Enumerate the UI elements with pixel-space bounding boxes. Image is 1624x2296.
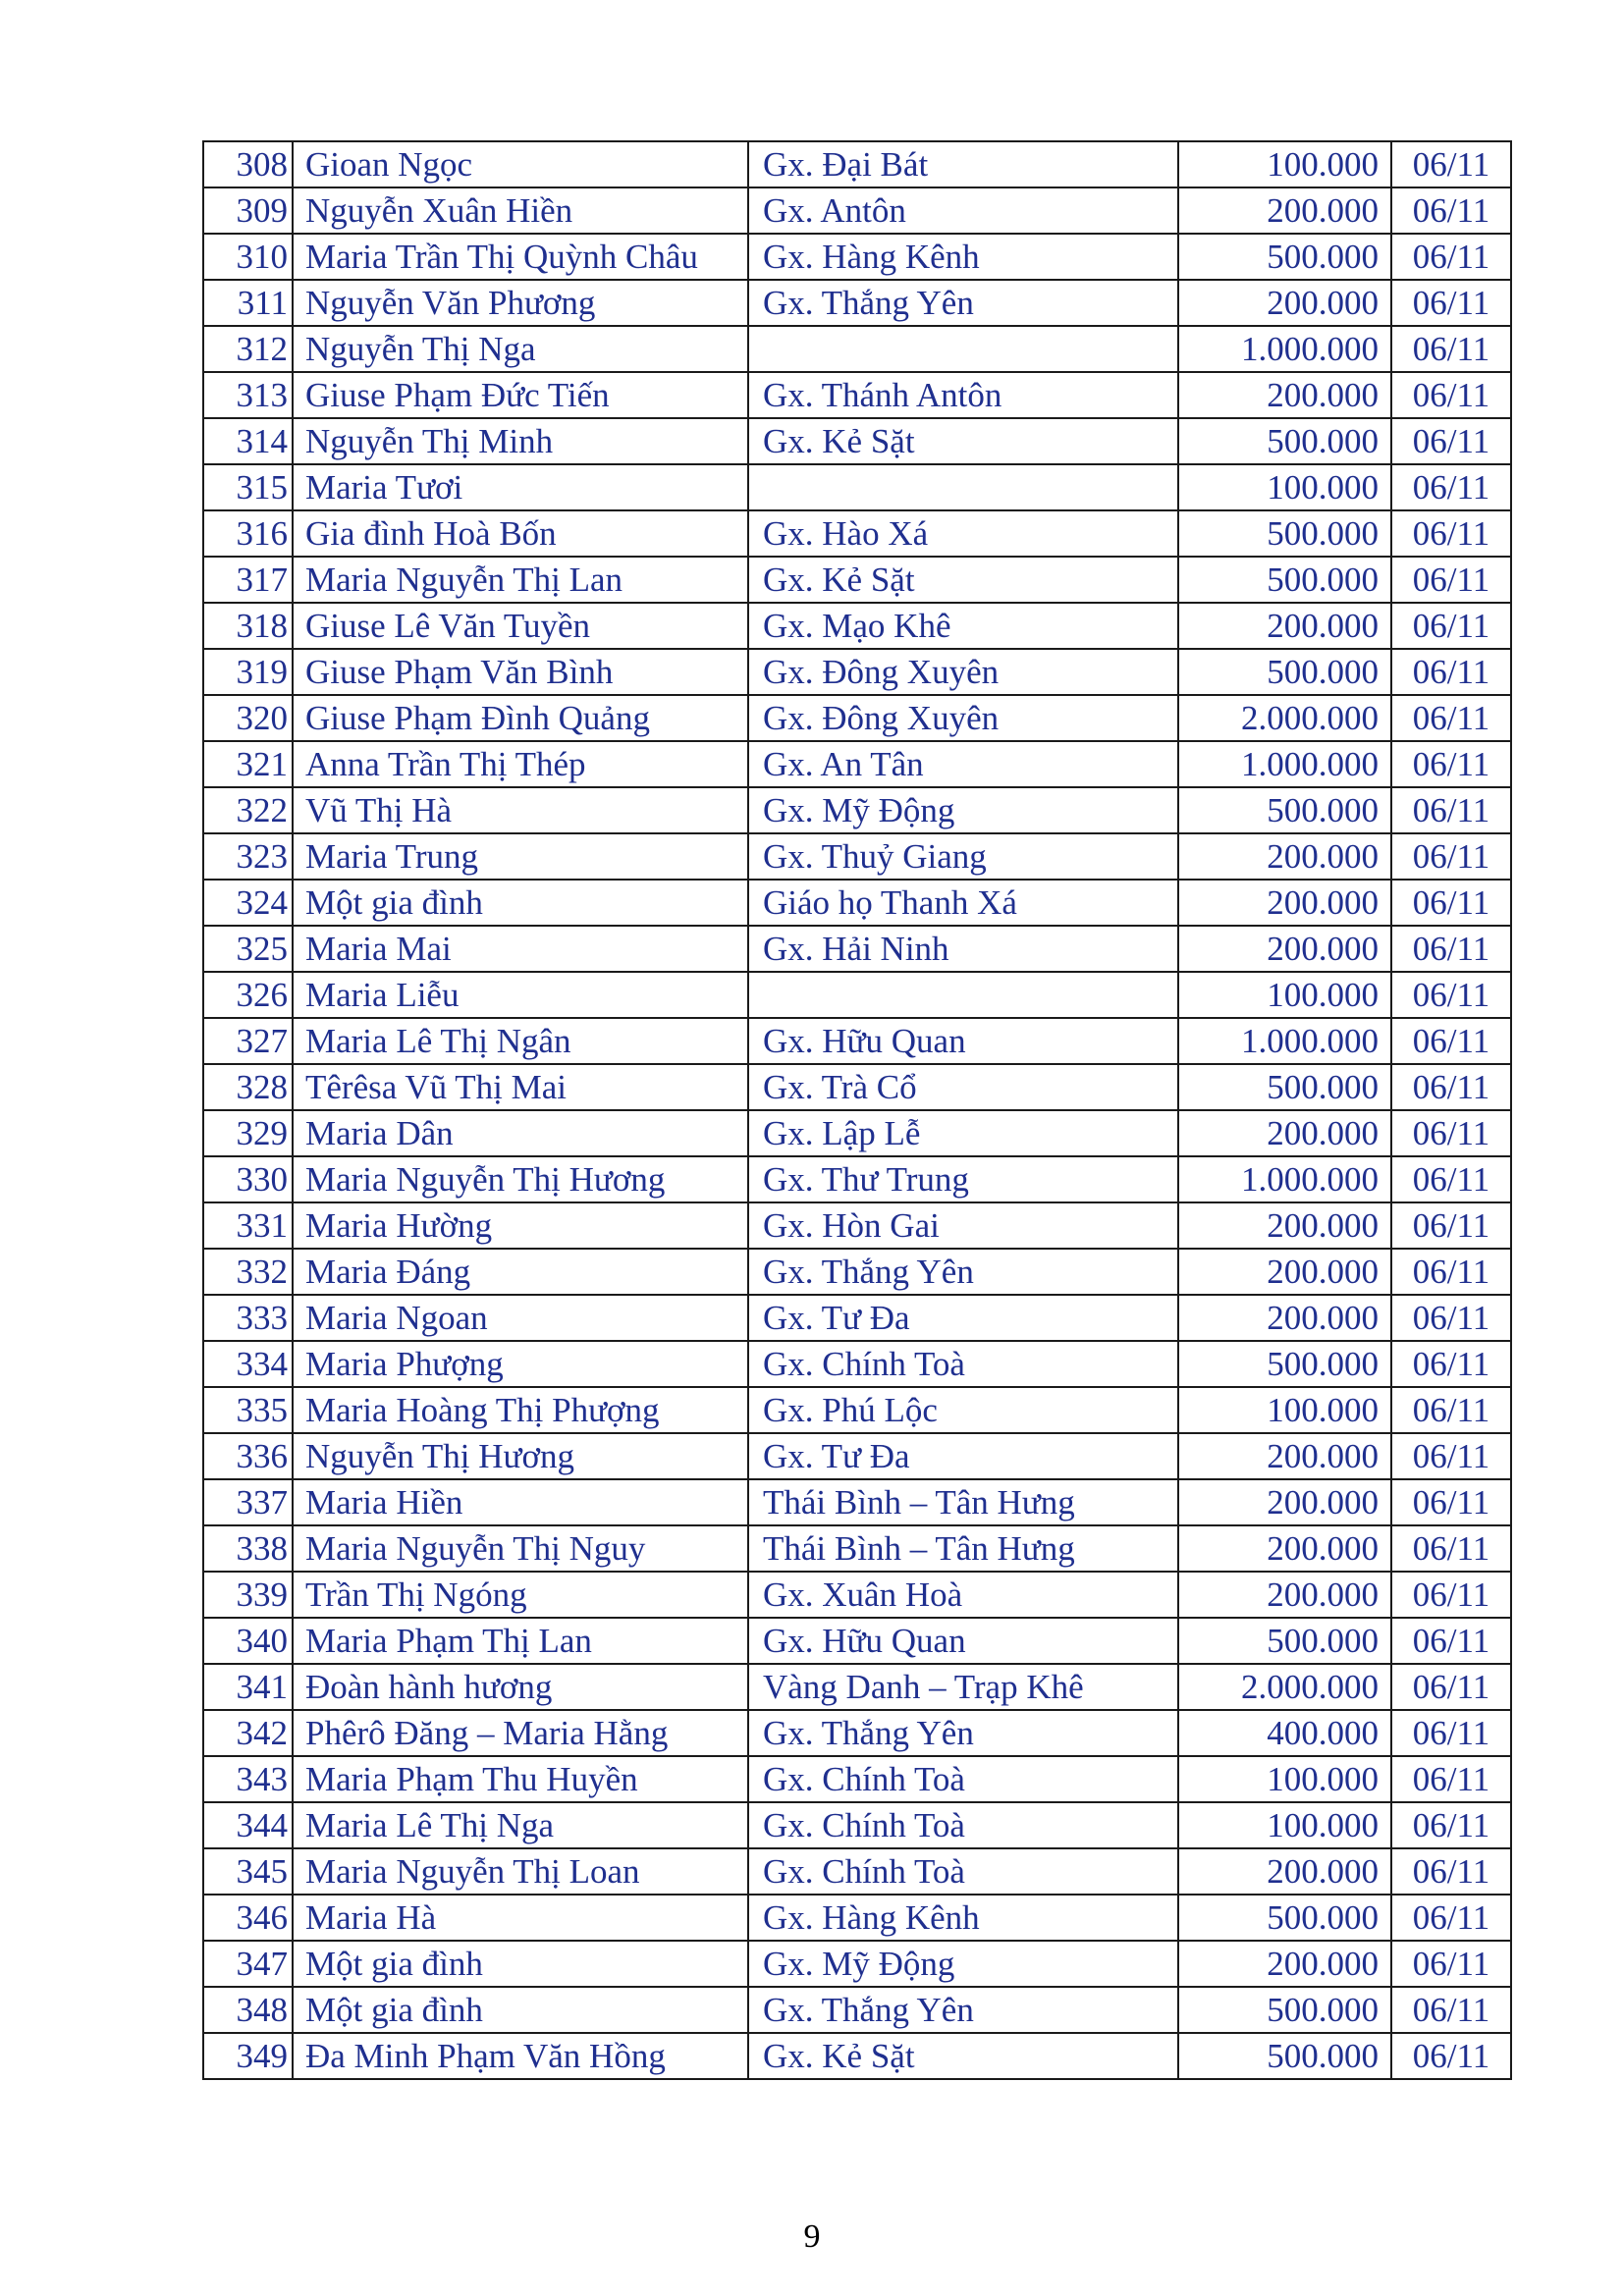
donor-name-cell: Maria Ngoan bbox=[293, 1295, 748, 1341]
amount-cell: 100.000 bbox=[1178, 464, 1391, 510]
table-row bbox=[203, 141, 1511, 187]
row-number-cell: 348 bbox=[203, 1987, 293, 2033]
table-row bbox=[203, 1987, 1511, 2033]
table-row bbox=[203, 1895, 1511, 1941]
parish-cell: Gx. Thuỷ Giang bbox=[748, 833, 1178, 880]
parish-cell: Gx. Thắng Yên bbox=[748, 1987, 1178, 2033]
row-number-cell: 332 bbox=[203, 1249, 293, 1295]
page-number: 9 bbox=[803, 2218, 821, 2255]
row-number-cell: 333 bbox=[203, 1295, 293, 1341]
date-cell: 06/11 bbox=[1391, 926, 1511, 972]
amount-cell: 200.000 bbox=[1178, 1479, 1391, 1525]
table-row bbox=[203, 510, 1511, 557]
row-number-cell: 347 bbox=[203, 1941, 293, 1987]
parish-cell: Gx. Hữu Quan bbox=[748, 1018, 1178, 1064]
date-cell: 06/11 bbox=[1391, 1802, 1511, 1848]
row-number-cell: 339 bbox=[203, 1572, 293, 1618]
amount-cell: 200.000 bbox=[1178, 1941, 1391, 1987]
row-number-cell: 323 bbox=[203, 833, 293, 880]
donor-name-cell: Giuse Phạm Văn Bình bbox=[293, 649, 748, 695]
parish-cell: Gx. Xuân Hoà bbox=[748, 1572, 1178, 1618]
row-number-cell: 340 bbox=[203, 1618, 293, 1664]
donor-name-cell: Maria Tươi bbox=[293, 464, 748, 510]
table-row bbox=[203, 1941, 1511, 1987]
table-row bbox=[203, 1433, 1511, 1479]
table-row bbox=[203, 1802, 1511, 1848]
amount-cell: 400.000 bbox=[1178, 1710, 1391, 1756]
amount-cell: 100.000 bbox=[1178, 141, 1391, 187]
row-number-cell: 336 bbox=[203, 1433, 293, 1479]
donor-name-cell: Nguyễn Văn Phương bbox=[293, 280, 748, 326]
row-number-cell: 331 bbox=[203, 1202, 293, 1249]
table-row bbox=[203, 372, 1511, 418]
donor-name-cell: Đoàn hành hương bbox=[293, 1664, 748, 1710]
row-number-cell: 330 bbox=[203, 1156, 293, 1202]
date-cell: 06/11 bbox=[1391, 603, 1511, 649]
parish-cell: Gx. Mỹ Động bbox=[748, 787, 1178, 833]
parish-cell: Gx. Kẻ Sặt bbox=[748, 2033, 1178, 2079]
amount-cell: 500.000 bbox=[1178, 418, 1391, 464]
amount-cell: 200.000 bbox=[1178, 1572, 1391, 1618]
table-row bbox=[203, 1202, 1511, 1249]
table-row bbox=[203, 649, 1511, 695]
parish-cell: Thái Bình – Tân Hưng bbox=[748, 1525, 1178, 1572]
donor-name-cell: Maria Phạm Thị Lan bbox=[293, 1618, 748, 1664]
table-row bbox=[203, 741, 1511, 787]
row-number-cell: 313 bbox=[203, 372, 293, 418]
date-cell: 06/11 bbox=[1391, 1064, 1511, 1110]
date-cell: 06/11 bbox=[1391, 1433, 1511, 1479]
table-row bbox=[203, 1110, 1511, 1156]
date-cell: 06/11 bbox=[1391, 141, 1511, 187]
donor-name-cell: Trần Thị Ngóng bbox=[293, 1572, 748, 1618]
amount-cell: 500.000 bbox=[1178, 1895, 1391, 1941]
table-row bbox=[203, 1848, 1511, 1895]
amount-cell: 2.000.000 bbox=[1178, 1664, 1391, 1710]
date-cell: 06/11 bbox=[1391, 1941, 1511, 1987]
amount-cell: 200.000 bbox=[1178, 280, 1391, 326]
date-cell: 06/11 bbox=[1391, 1110, 1511, 1156]
row-number-cell: 343 bbox=[203, 1756, 293, 1802]
parish-cell: Gx. Hàng Kênh bbox=[748, 1895, 1178, 1941]
row-number-cell: 345 bbox=[203, 1848, 293, 1895]
amount-cell: 500.000 bbox=[1178, 510, 1391, 557]
amount-cell: 500.000 bbox=[1178, 557, 1391, 603]
donor-name-cell: Nguyễn Thị Minh bbox=[293, 418, 748, 464]
donor-name-cell: Maria Trung bbox=[293, 833, 748, 880]
parish-cell bbox=[748, 326, 1178, 372]
table-row bbox=[203, 557, 1511, 603]
date-cell: 06/11 bbox=[1391, 280, 1511, 326]
table-row bbox=[203, 1018, 1511, 1064]
amount-cell: 500.000 bbox=[1178, 787, 1391, 833]
donor-name-cell: Maria Mai bbox=[293, 926, 748, 972]
amount-cell: 500.000 bbox=[1178, 649, 1391, 695]
table-row bbox=[203, 1479, 1511, 1525]
row-number-cell: 338 bbox=[203, 1525, 293, 1572]
table-row bbox=[203, 880, 1511, 926]
donor-name-cell: Phêrô Đăng – Maria Hằng bbox=[293, 1710, 748, 1756]
donor-name-cell: Một gia đình bbox=[293, 880, 748, 926]
parish-cell: Gx. Chính Toà bbox=[748, 1756, 1178, 1802]
parish-cell: Gx. Kẻ Sặt bbox=[748, 418, 1178, 464]
row-number-cell: 349 bbox=[203, 2033, 293, 2079]
table-row bbox=[203, 1664, 1511, 1710]
row-number-cell: 317 bbox=[203, 557, 293, 603]
row-number-cell: 322 bbox=[203, 787, 293, 833]
amount-cell: 200.000 bbox=[1178, 880, 1391, 926]
parish-cell: Gx. Chính Toà bbox=[748, 1802, 1178, 1848]
parish-cell: Gx. Lập Lễ bbox=[748, 1110, 1178, 1156]
parish-cell: Gx. Trà Cổ bbox=[748, 1064, 1178, 1110]
donor-name-cell: Maria Dân bbox=[293, 1110, 748, 1156]
donation-table bbox=[202, 140, 1512, 2080]
parish-cell: Gx. Thắng Yên bbox=[748, 1710, 1178, 1756]
parish-cell: Gx. Đông Xuyên bbox=[748, 649, 1178, 695]
date-cell: 06/11 bbox=[1391, 1664, 1511, 1710]
donor-name-cell: Maria Nguyễn Thị Hương bbox=[293, 1156, 748, 1202]
parish-cell: Gx. Mỹ Động bbox=[748, 1941, 1178, 1987]
parish-cell: Gx. Đại Bát bbox=[748, 141, 1178, 187]
parish-cell: Gx. Hào Xá bbox=[748, 510, 1178, 557]
table-row bbox=[203, 1295, 1511, 1341]
table-row bbox=[203, 1572, 1511, 1618]
row-number-cell: 342 bbox=[203, 1710, 293, 1756]
row-number-cell: 311 bbox=[203, 280, 293, 326]
donor-name-cell: Maria Đáng bbox=[293, 1249, 748, 1295]
row-number-cell: 324 bbox=[203, 880, 293, 926]
amount-cell: 200.000 bbox=[1178, 1249, 1391, 1295]
row-number-cell: 326 bbox=[203, 972, 293, 1018]
parish-cell bbox=[748, 464, 1178, 510]
donor-name-cell: Giuse Phạm Đình Quảng bbox=[293, 695, 748, 741]
amount-cell: 200.000 bbox=[1178, 1433, 1391, 1479]
amount-cell: 1.000.000 bbox=[1178, 1156, 1391, 1202]
date-cell: 06/11 bbox=[1391, 1572, 1511, 1618]
donor-name-cell: Giuse Lê Văn Tuyền bbox=[293, 603, 748, 649]
table-row bbox=[203, 1341, 1511, 1387]
parish-cell: Gx. An Tân bbox=[748, 741, 1178, 787]
date-cell: 06/11 bbox=[1391, 1987, 1511, 2033]
parish-cell: Gx. Đông Xuyên bbox=[748, 695, 1178, 741]
donor-name-cell: Maria Nguyễn Thị Loan bbox=[293, 1848, 748, 1895]
parish-cell: Gx. Hòn Gai bbox=[748, 1202, 1178, 1249]
row-number-cell: 314 bbox=[203, 418, 293, 464]
donor-name-cell: Gia đình Hoà Bốn bbox=[293, 510, 748, 557]
date-cell: 06/11 bbox=[1391, 972, 1511, 1018]
donor-name-cell: Maria Hà bbox=[293, 1895, 748, 1941]
amount-cell: 200.000 bbox=[1178, 833, 1391, 880]
parish-cell: Gx. Antôn bbox=[748, 187, 1178, 234]
table-row bbox=[203, 234, 1511, 280]
donor-name-cell: Maria Hiền bbox=[293, 1479, 748, 1525]
parish-cell: Gx. Thắng Yên bbox=[748, 280, 1178, 326]
parish-cell: Gx. Chính Toà bbox=[748, 1341, 1178, 1387]
date-cell: 06/11 bbox=[1391, 741, 1511, 787]
table-row bbox=[203, 1756, 1511, 1802]
parish-cell: Giáo họ Thanh Xá bbox=[748, 880, 1178, 926]
table-row bbox=[203, 833, 1511, 880]
date-cell: 06/11 bbox=[1391, 234, 1511, 280]
table-row bbox=[203, 187, 1511, 234]
date-cell: 06/11 bbox=[1391, 372, 1511, 418]
parish-cell: Gx. Thánh Antôn bbox=[748, 372, 1178, 418]
row-number-cell: 341 bbox=[203, 1664, 293, 1710]
date-cell: 06/11 bbox=[1391, 557, 1511, 603]
donor-name-cell: Anna Trần Thị Thép bbox=[293, 741, 748, 787]
row-number-cell: 318 bbox=[203, 603, 293, 649]
donor-name-cell: Maria Hoàng Thị Phượng bbox=[293, 1387, 748, 1433]
parish-cell: Gx. Hữu Quan bbox=[748, 1618, 1178, 1664]
date-cell: 06/11 bbox=[1391, 2033, 1511, 2079]
date-cell: 06/11 bbox=[1391, 787, 1511, 833]
table-row bbox=[203, 2033, 1511, 2079]
table-body bbox=[203, 141, 1511, 2079]
parish-cell: Gx. Tư Đa bbox=[748, 1433, 1178, 1479]
parish-cell: Gx. Mạo Khê bbox=[748, 603, 1178, 649]
amount-cell: 100.000 bbox=[1178, 1387, 1391, 1433]
row-number-cell: 334 bbox=[203, 1341, 293, 1387]
amount-cell: 200.000 bbox=[1178, 1295, 1391, 1341]
amount-cell: 200.000 bbox=[1178, 926, 1391, 972]
amount-cell: 500.000 bbox=[1178, 1618, 1391, 1664]
row-number-cell: 315 bbox=[203, 464, 293, 510]
row-number-cell: 329 bbox=[203, 1110, 293, 1156]
table-row bbox=[203, 1156, 1511, 1202]
table-row bbox=[203, 972, 1511, 1018]
row-number-cell: 327 bbox=[203, 1018, 293, 1064]
amount-cell: 200.000 bbox=[1178, 372, 1391, 418]
table-row bbox=[203, 326, 1511, 372]
row-number-cell: 325 bbox=[203, 926, 293, 972]
amount-cell: 500.000 bbox=[1178, 1987, 1391, 2033]
amount-cell: 100.000 bbox=[1178, 972, 1391, 1018]
donor-name-cell: Đa Minh Phạm Văn Hồng bbox=[293, 2033, 748, 2079]
date-cell: 06/11 bbox=[1391, 880, 1511, 926]
amount-cell: 100.000 bbox=[1178, 1802, 1391, 1848]
donor-name-cell: Maria Hường bbox=[293, 1202, 748, 1249]
donor-name-cell: Gioan Ngọc bbox=[293, 141, 748, 187]
parish-cell: Gx. Thắng Yên bbox=[748, 1249, 1178, 1295]
date-cell: 06/11 bbox=[1391, 1710, 1511, 1756]
donor-name-cell: Vũ Thị Hà bbox=[293, 787, 748, 833]
amount-cell: 500.000 bbox=[1178, 1341, 1391, 1387]
table-row bbox=[203, 787, 1511, 833]
row-number-cell: 321 bbox=[203, 741, 293, 787]
parish-cell: Gx. Phú Lộc bbox=[748, 1387, 1178, 1433]
row-number-cell: 328 bbox=[203, 1064, 293, 1110]
amount-cell: 200.000 bbox=[1178, 1110, 1391, 1156]
date-cell: 06/11 bbox=[1391, 833, 1511, 880]
donor-name-cell: Têrêsa Vũ Thị Mai bbox=[293, 1064, 748, 1110]
amount-cell: 200.000 bbox=[1178, 1525, 1391, 1572]
row-number-cell: 312 bbox=[203, 326, 293, 372]
row-number-cell: 310 bbox=[203, 234, 293, 280]
date-cell: 06/11 bbox=[1391, 510, 1511, 557]
parish-cell: Gx. Hải Ninh bbox=[748, 926, 1178, 972]
parish-cell: Thái Bình – Tân Hưng bbox=[748, 1479, 1178, 1525]
donor-name-cell: Maria Nguyễn Thị Lan bbox=[293, 557, 748, 603]
parish-cell: Gx. Hàng Kênh bbox=[748, 234, 1178, 280]
date-cell: 06/11 bbox=[1391, 1249, 1511, 1295]
donor-name-cell: Giuse Phạm Đức Tiến bbox=[293, 372, 748, 418]
table-row bbox=[203, 695, 1511, 741]
row-number-cell: 335 bbox=[203, 1387, 293, 1433]
row-number-cell: 309 bbox=[203, 187, 293, 234]
date-cell: 06/11 bbox=[1391, 1018, 1511, 1064]
date-cell: 06/11 bbox=[1391, 1295, 1511, 1341]
donor-name-cell: Một gia đình bbox=[293, 1941, 748, 1987]
table-row bbox=[203, 418, 1511, 464]
date-cell: 06/11 bbox=[1391, 1202, 1511, 1249]
row-number-cell: 319 bbox=[203, 649, 293, 695]
donor-name-cell: Maria Lê Thị Nga bbox=[293, 1802, 748, 1848]
amount-cell: 1.000.000 bbox=[1178, 326, 1391, 372]
row-number-cell: 337 bbox=[203, 1479, 293, 1525]
amount-cell: 500.000 bbox=[1178, 1064, 1391, 1110]
table-row bbox=[203, 464, 1511, 510]
date-cell: 06/11 bbox=[1391, 1618, 1511, 1664]
row-number-cell: 316 bbox=[203, 510, 293, 557]
donor-name-cell: Nguyễn Thị Nga bbox=[293, 326, 748, 372]
parish-cell: Gx. Tư Đa bbox=[748, 1295, 1178, 1341]
date-cell: 06/11 bbox=[1391, 418, 1511, 464]
date-cell: 06/11 bbox=[1391, 1387, 1511, 1433]
date-cell: 06/11 bbox=[1391, 1525, 1511, 1572]
row-number-cell: 308 bbox=[203, 141, 293, 187]
amount-cell: 1.000.000 bbox=[1178, 741, 1391, 787]
donor-name-cell: Maria Liễu bbox=[293, 972, 748, 1018]
donor-name-cell: Maria Nguyễn Thị Nguy bbox=[293, 1525, 748, 1572]
date-cell: 06/11 bbox=[1391, 1848, 1511, 1895]
row-number-cell: 320 bbox=[203, 695, 293, 741]
date-cell: 06/11 bbox=[1391, 1156, 1511, 1202]
table-row bbox=[203, 1618, 1511, 1664]
table-row bbox=[203, 926, 1511, 972]
parish-cell: Gx. Chính Toà bbox=[748, 1848, 1178, 1895]
amount-cell: 500.000 bbox=[1178, 2033, 1391, 2079]
parish-cell: Vàng Danh – Trạp Khê bbox=[748, 1664, 1178, 1710]
amount-cell: 200.000 bbox=[1178, 187, 1391, 234]
table-row bbox=[203, 1064, 1511, 1110]
parish-cell bbox=[748, 972, 1178, 1018]
amount-cell: 2.000.000 bbox=[1178, 695, 1391, 741]
date-cell: 06/11 bbox=[1391, 187, 1511, 234]
date-cell: 06/11 bbox=[1391, 1341, 1511, 1387]
amount-cell: 1.000.000 bbox=[1178, 1018, 1391, 1064]
donor-name-cell: Nguyễn Xuân Hiền bbox=[293, 187, 748, 234]
row-number-cell: 346 bbox=[203, 1895, 293, 1941]
amount-cell: 200.000 bbox=[1178, 603, 1391, 649]
table-row bbox=[203, 1249, 1511, 1295]
table-row bbox=[203, 280, 1511, 326]
donor-name-cell: Nguyễn Thị Hương bbox=[293, 1433, 748, 1479]
date-cell: 06/11 bbox=[1391, 1479, 1511, 1525]
date-cell: 06/11 bbox=[1391, 1756, 1511, 1802]
donor-name-cell: Maria Lê Thị Ngân bbox=[293, 1018, 748, 1064]
date-cell: 06/11 bbox=[1391, 1895, 1511, 1941]
table-row bbox=[203, 603, 1511, 649]
date-cell: 06/11 bbox=[1391, 649, 1511, 695]
date-cell: 06/11 bbox=[1391, 326, 1511, 372]
row-number-cell: 344 bbox=[203, 1802, 293, 1848]
donor-name-cell: Maria Phượng bbox=[293, 1341, 748, 1387]
table-row bbox=[203, 1387, 1511, 1433]
table-row bbox=[203, 1525, 1511, 1572]
amount-cell: 500.000 bbox=[1178, 234, 1391, 280]
date-cell: 06/11 bbox=[1391, 464, 1511, 510]
amount-cell: 200.000 bbox=[1178, 1848, 1391, 1895]
donor-name-cell: Một gia đình bbox=[293, 1987, 748, 2033]
parish-cell: Gx. Thư Trung bbox=[748, 1156, 1178, 1202]
parish-cell: Gx. Kẻ Sặt bbox=[748, 557, 1178, 603]
amount-cell: 200.000 bbox=[1178, 1202, 1391, 1249]
amount-cell: 100.000 bbox=[1178, 1756, 1391, 1802]
donor-name-cell: Maria Trần Thị Quỳnh Châu bbox=[293, 234, 748, 280]
donor-name-cell: Maria Phạm Thu Huyền bbox=[293, 1756, 748, 1802]
table-row bbox=[203, 1710, 1511, 1756]
date-cell: 06/11 bbox=[1391, 695, 1511, 741]
